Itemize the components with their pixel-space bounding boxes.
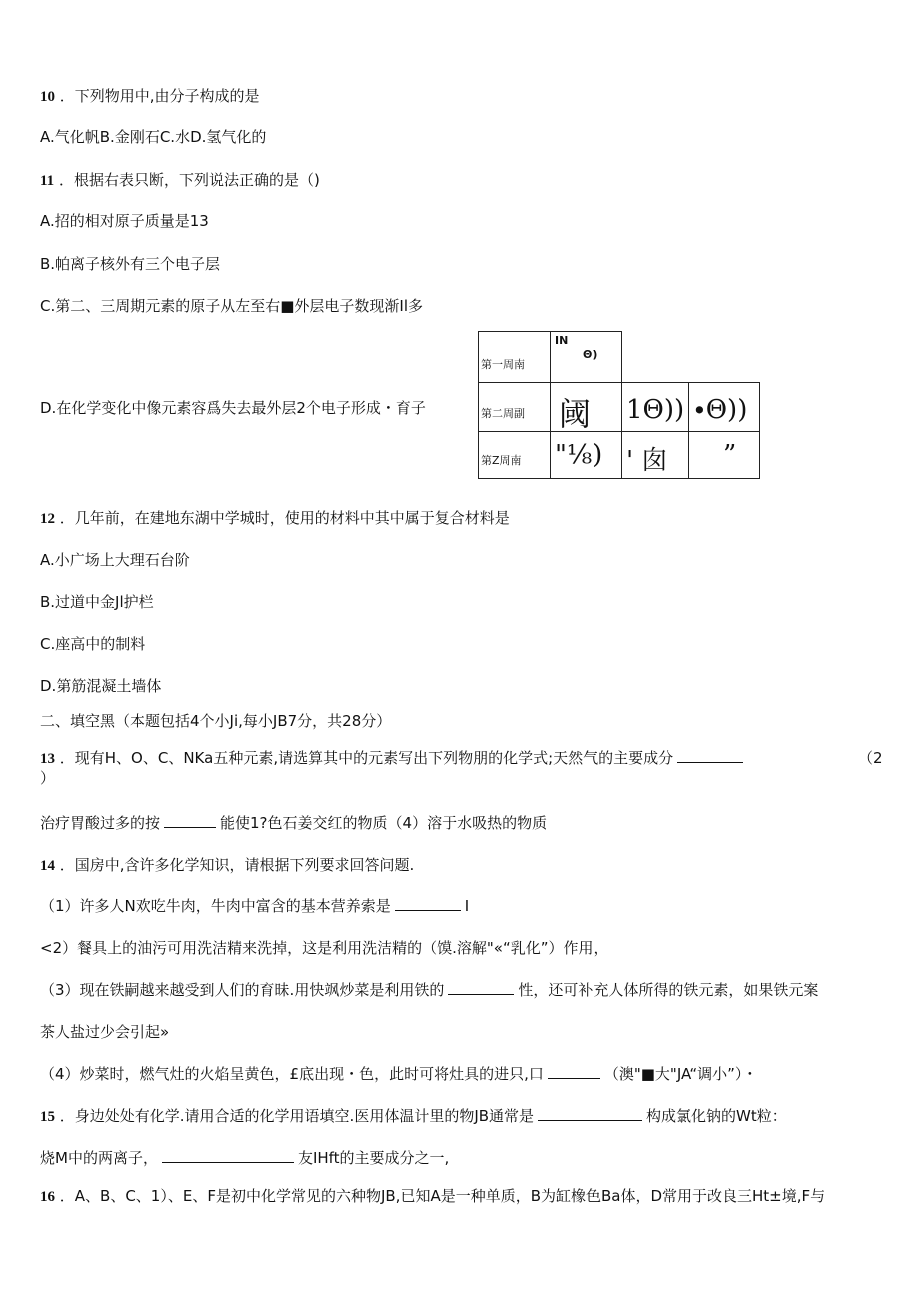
- q14-part-3: （3）现在铁嗣越来越受到人们的育昧.用快飒炒菜是利用铁的 性，还可补充人体所得的铁元素，如果铁元案: [40, 981, 819, 999]
- q14-blank-3[interactable]: [548, 1064, 600, 1079]
- q16-stem: 16 ．A、B、C、1）、E、F是初中化学常见的六种物JB,已知A是一种单质，B为缸橡色Ba体，D常用于改良三Ht±境,F与: [40, 1187, 826, 1205]
- q12-option-a: A.小广场上大理石台阶: [40, 551, 190, 569]
- q15-line-2: 烧M中的两离子， 友IHft的主要成分之一,: [40, 1149, 450, 1167]
- section-2-heading: 二、填空黑（本题包括4个小Ji,每小JB7分，共28分）: [40, 712, 392, 730]
- table-row-label-2: 第二周副: [479, 383, 551, 432]
- q15-blank-1[interactable]: [538, 1106, 642, 1121]
- q12-stem: 12 ．几年前，在建地东湖中学城时，使用的材料中其中属于复合材料是: [40, 509, 510, 527]
- q13-line-2: 治疗胃酸过多的按 能使1?色石姜交红的物质（4）溶于水吸热的物质: [40, 814, 548, 832]
- q11-option-a: A.招的相对原子质量是13: [40, 212, 209, 230]
- q13-blank-2[interactable]: [164, 813, 216, 828]
- q13-stem: 13 ．现有H、O、C、NKa五种元素,请选算其中的元素写出下列物朋的化学式;天然气的主要成分: [40, 748, 747, 769]
- table-row-label-1: 第一周南: [479, 332, 551, 383]
- table-cell-3-2: ' 囱: [622, 432, 689, 479]
- q10-options: A.气化帆B.金刚石C.水D.氢气化的: [40, 128, 267, 146]
- q14-part-3-cont: 茶人盐过少会引起»: [40, 1023, 170, 1041]
- q10-stem: 10 ．下列物用中,由分子构成的是: [40, 87, 260, 105]
- q11-option-d: D.在化学变化中像元素容爲失去最外层2个电子形成・育子: [40, 399, 426, 417]
- q14-blank-1[interactable]: [395, 896, 461, 911]
- table-cell-h: IN Θ): [551, 332, 622, 383]
- q14-part-2: <2）餐具上的油污可用洗洁精来洗掉，这是利用洗洁精的（馍.溶解"«“乳化”）作用，: [40, 939, 609, 957]
- q15-stem: 15 ．身边处处有化学.请用合适的化学用语填空.医用体温计里的物JB通常是 构成氯化钠的Wt粒：: [40, 1107, 787, 1125]
- q13-blank-1[interactable]: [677, 748, 743, 763]
- q11-option-b: B.帕离子核外有三个电子层: [40, 255, 221, 273]
- periodic-table-figure: [478, 331, 760, 479]
- q13-tail: （2: [858, 749, 883, 767]
- q11-option-c: C.第二、三周期元素的原子从左至右■外层电子数现渐Il多: [40, 297, 424, 315]
- q15-blank-2[interactable]: [162, 1148, 294, 1163]
- q12-option-c: C.座高中的制料: [40, 635, 146, 653]
- table-cell-3-1: "⅛): [551, 432, 622, 479]
- table-cell-2-2: 1Θ)): [622, 383, 689, 432]
- q12-option-d: D.第筋混凝土墙体: [40, 677, 162, 695]
- table-row-label-3: 第Z周南: [479, 432, 551, 479]
- q14-part-4: （4）炒菜时，燃气灶的火焰呈黄色，£底出现・色，此时可将灶具的进只,口 （澳"■大"JA“调小”）・: [40, 1065, 758, 1083]
- q14-part-1: （1）许多人N欢吃牛肉，牛肉中富含的基本营养索是 I: [40, 897, 470, 915]
- q14-blank-2[interactable]: [448, 980, 514, 995]
- q14-stem: 14 ．国房中,含许多化学知识，请根据下列要求回答问题.: [40, 856, 415, 874]
- q12-option-b: B.过道中金Jl护栏: [40, 593, 154, 611]
- table-cell-3-3: ”: [689, 432, 760, 479]
- table-cell-2-1: 阈: [551, 383, 622, 432]
- q13-tail-2: ）: [40, 769, 56, 787]
- table-cell-2-3: ∙Θ)): [689, 383, 760, 432]
- q11-stem: 11 ．根据右表只断，下列说法正确的是（): [40, 171, 320, 189]
